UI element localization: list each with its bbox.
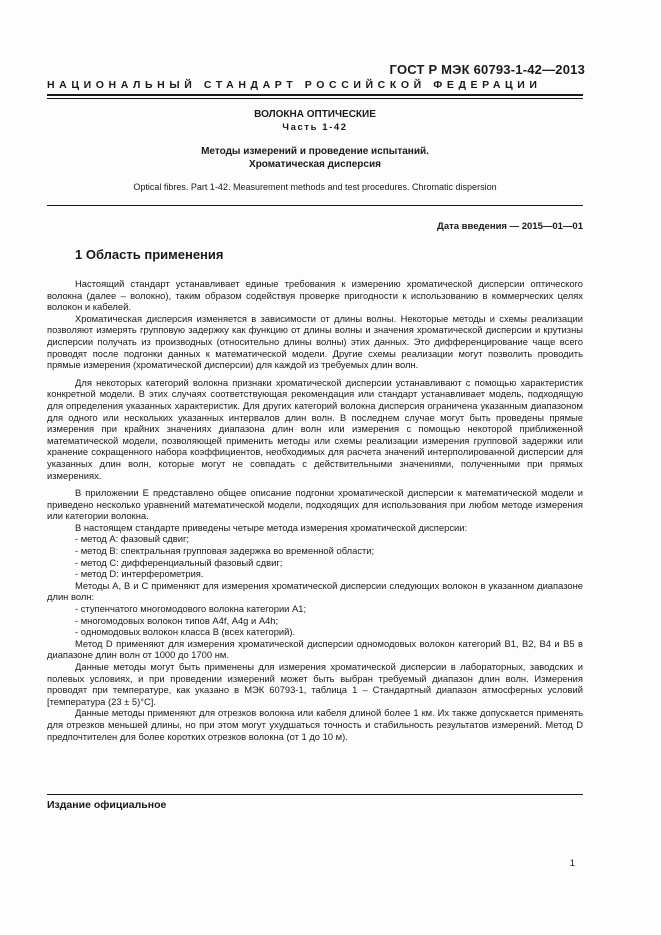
- header-rule-thin: [47, 98, 583, 99]
- list-item: - метод В: спектральная групповая задержка во временной области;: [75, 545, 375, 557]
- section-body: [47, 278, 583, 742]
- paragraph: Метод D применяют для измерения хроматической дисперсии одномодовых волокон категорий В1, В2, В4 и В5 в диапазоне длин волн от 1000 до 1700 нм.: [47, 637, 583, 661]
- footer-rule: [47, 794, 583, 795]
- paragraph: В приложении Е представлено общее описание подгонки хроматической дисперсии к математической модели и приведено несколько уравнений математической модели, подходящих для использования при любом методе измерения или категории волокна.: [47, 487, 583, 522]
- paragraph: Настоящий стандарт устанавливает единые требования к измерению хроматической дисперсии оптического волокна (далее – волокно), таким образом содействуя проверке пригодности к использованию в коммерческих целях волокон и кабелей.: [47, 278, 583, 313]
- list-item: - метод А: фазовый сдвиг;: [75, 533, 189, 545]
- list-item: - метод D: интерферометрия.: [75, 568, 204, 580]
- title-subtitle: [47, 145, 583, 171]
- title-subtitle-line1: Методы измерений и проведение испытаний.: [201, 146, 429, 157]
- standard-code: ГОСТ Р МЭК 60793-1-42—2013: [389, 62, 585, 77]
- list-item: - многомодовых волокон типов А4f, А4g и А4h;: [75, 614, 279, 626]
- title-main: ВОЛОКНА ОПТИЧЕСКИЕ: [254, 109, 376, 120]
- paragraph: Хроматическая дисперсия изменяется в зависимости от длины волны. Некоторые методы и схемы реализации позволяют измерять групповую задержку как функцию от длины волны и значения хроматической дисперсии и крутизны дисперсии получать из производных (относительно длины волны) этих данных. Это дифференцирование чаще всего проводят после подгонки данных к математической модели. Другие схемы реализации могут позволить проводить прямые измерения (хроматической дисперсии) для каждой из требуемых длин волн.: [47, 312, 583, 371]
- title-english: Optical fibres. Part 1-42. Measurement methods and test procedures. Chromatic dispersion: [133, 182, 497, 192]
- title-subtitle-line2: Хроматическая дисперсия: [249, 159, 381, 170]
- header-rule-thick: [47, 94, 583, 96]
- list-item: - одномодовых волокон класса В (всех категорий).: [75, 626, 296, 638]
- title-part: Часть 1-42: [282, 122, 348, 133]
- list-item: - метод С: дифференциальный фазовый сдвиг;: [75, 556, 283, 568]
- edition-label: Издание официальное: [47, 799, 167, 811]
- page-number: 1: [569, 858, 575, 869]
- paragraph: Данные методы могут быть применены для измерения хроматической дисперсии в лабораторных, заводских и полевых условиях, и при проведении измерений может быть выбран требуемый диапазон длин волн. Измерения проводят при температуре, как указано в МЭК 60793-1, таблица 1 – Стандартный диапазон атмосферных условий [температура (23 ± 5)°С].: [47, 661, 583, 707]
- title-rule: [47, 205, 583, 206]
- paragraph: Методы А, В и С применяют для измерения хроматической дисперсии следующих волокон в указанном диапазоне длин волн:: [47, 579, 583, 603]
- paragraph: В настоящем стандарте приведены четыре метода измерения хроматической дисперсии:: [75, 521, 468, 533]
- list-item: - ступенчатого многомодового волокна категории А1;: [75, 603, 307, 615]
- paragraph: Данные методы применяют для отрезков волокна или кабеля длиной более 1 км. Их также допускается применять для отрезков меньшей длины, но при этом могут ухудшаться точность и стабильность результатов измерений. Метод D предпочтителен для более коротких отрезков волокна (от 1 до 10 м).: [47, 707, 583, 742]
- section-heading: 1 Область применения: [75, 247, 224, 262]
- standard-type-banner: НАЦИОНАЛЬНЫЙ СТАНДАРТ РОССИЙСКОЙ ФЕДЕРАЦИИ: [47, 79, 542, 91]
- paragraph: Для некоторых категорий волокна признаки хроматической дисперсии устанавливают с помощью характеристик конкретной модели. В этих случаях соответствующая рекомендация или стандарт устанавливает модель, подходящую для определения указанных характеристик. Для других категорий волокна дисперсия ограничена указанным диапазоном для одного или нескольких указанных интервалов длин волн. В последнем случае могут быть проведены прямые измерения при крайних значениях диапазона длин волн или измерения с помощью некоторой приближенной математической модели, позволяющей применить методы или схемы реализации измерения групповой задержки или хранение сокращенного набора коэффициентов, необходимых для расчета значений интерполированной дисперсии для указанных длин волн, которые могут не совпадать с действительными значениями, полученными при прямых измерениях.: [47, 376, 583, 481]
- introduction-date: Дата введения — 2015—01—01: [437, 221, 583, 232]
